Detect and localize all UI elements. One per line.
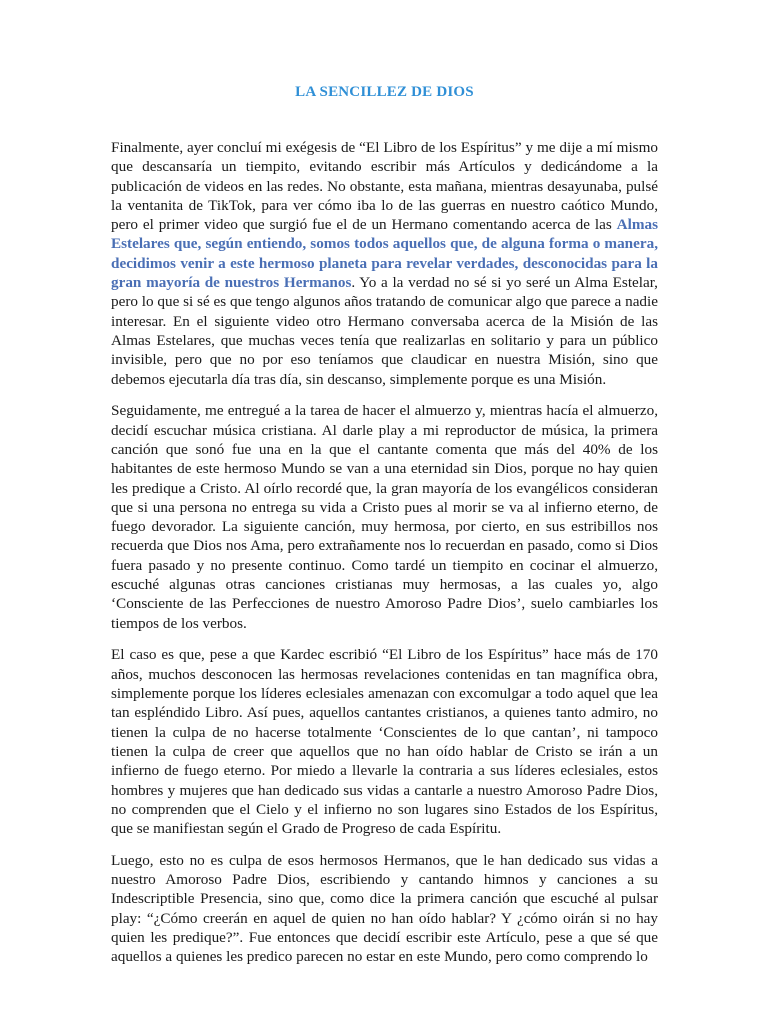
paragraph-1-text-end: . Yo a la verdad no sé si yo seré un Alma Estelar, pero lo que si sé es que tengo algunos años tratando de comunicar algo que parece a nadie interesar. En el siguiente video otro Hermano conversaba acerca de la Misión de las Almas Estelares, que muchas veces tenía que realizarlas en solitario y para un público invisible, pero que no por eso teníamos que claudicar en nuestra Misión, sino que debemos ejecutarla día tras día, sin descanso, simplemente porque es una Misión. bbox=[111, 274, 658, 388]
paragraph-1-text-start: Finalmente, ayer concluí mi exégesis de “El Libro de los Espíritus” y me dije a mí mismo que descansaría un tiempito, evitando escribir más Artículos y dedicándome a la publicación de videos en las redes. No obstante, esta mañana, mientras desayunaba, pulsé la ventanita de TikTok, para ver cómo iba lo de las guerras en nuestro caótico Mundo, pero el primer video que surgió fue el de un Hermano comentando acerca de las bbox=[111, 139, 658, 234]
paragraph-4: Luego, esto no es culpa de esos hermosos Hermanos, que le han dedicado sus vidas a nuestro Amoroso Padre Dios, escribiendo y cantando himnos y canciones a su Indescriptible Presencia, sino que, como dice la primera canción que escuché al pulsar play: “¿Cómo creerán en aquel de quien no han oído hablar? Y ¿cómo oirán si no hay quien les predique?”. Fue entonces que decidí escribir este Artículo, pese a que sé que aquellos a quienes les predico parecen no estar en este Mundo, pero como comprendo lo bbox=[111, 851, 658, 966]
document-title: LA SENCILLEZ DE DIOS bbox=[295, 84, 474, 100]
document-body bbox=[111, 138, 658, 967]
paragraph-1-highlight: Almas Estelares que, según entiendo, somos todos aquellos que, de alguna forma o manera, decidimos venir a este hermoso planeta para revelar verdades, desconocidas para la gran mayoría de nuestros Hermanos bbox=[111, 216, 658, 292]
document-page bbox=[111, 0, 658, 979]
paragraph-2: Seguidamente, me entregué a la tarea de hacer el almuerzo y, mientras hacía el almuerzo, decidí escuchar música cristiana. Al darle play a mi reproductor de música, la primera canción que sonó fue una en la que el cantante comenta que más del 40% de los habitantes de este hermoso Mundo se van a una eternidad sin Dios, porque no hay quien les predique a Cristo. Al oírlo recordé que, la gran mayoría de los evangélicos consideran que si una persona no entrega su vida a Cristo pues al morir se va al infierno eterno, de fuego devorador. La siguiente canción, muy hermosa, por cierto, en sus estribillos nos recuerda que Dios nos Ama, pero extrañamente nos lo recuerdan en pasado, como si Dios fuera pasado y no presente continuo. Como tardé un tiempito en cocinar el almuerzo, escuché algunas otras canciones cristianas muy hermosas, a las cuales yo, algo ‘Consciente de las Perfecciones de nuestro Amoroso Padre Dios’, suelo cambiarles los tiempos de los verbos. bbox=[111, 402, 658, 632]
paragraph-3: El caso es que, pese a que Kardec escribió “El Libro de los Espíritus” hace más de 170 años, muchos desconocen las hermosas revelaciones contenidas en tan magnífica obra, simplemente porque los líderes eclesiales amenazan con excomulgar a todo aquel que lea tan espléndido Libro. Así pues, aquellos cantantes cristianos, a quienes tanto admiro, no tienen la culpa de no hacerse totalmente ‘Conscientes de lo que cantan’, ni tampoco tienen la culpa de creer que aquellos que no han oído hablar de Cristo se irán a un infierno de fuego eterno. Por miedo a llevarle la contraria a sus líderes eclesiales, estos hombres y mujeres que han dedicado sus vidas a cantarle a nuestro Amoroso Padre Dios, no comprenden que el Cielo y el infierno no son lugares sino Estados de los Espíritus, que se manifiestan según el Grado de Progreso de cada Espíritu. bbox=[111, 646, 658, 838]
paragraph-1 bbox=[111, 138, 658, 389]
